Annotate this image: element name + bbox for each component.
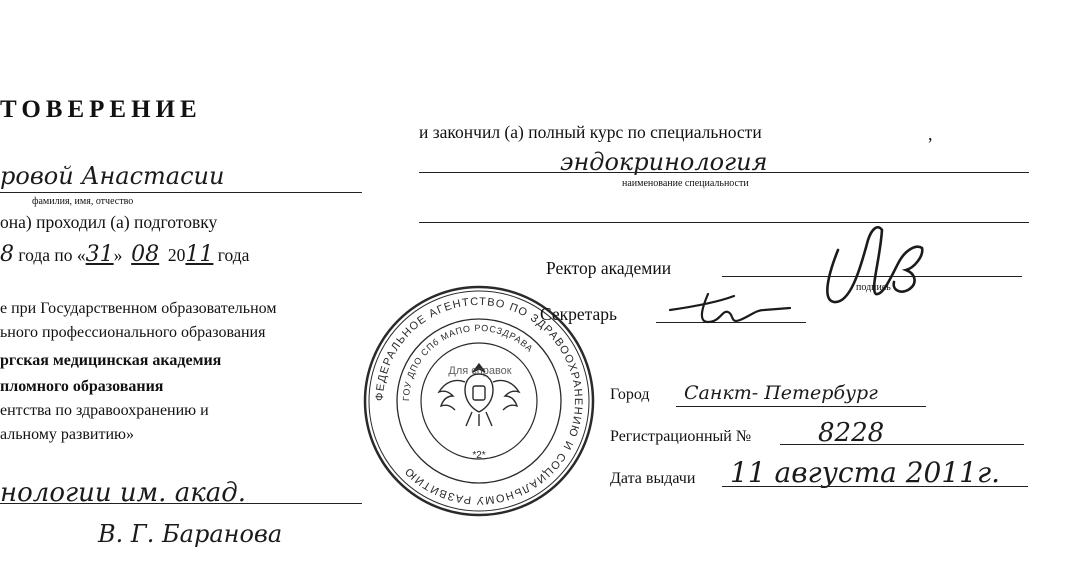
rector-label: Ректор академии bbox=[546, 258, 672, 278]
seal-ring-text: ФЕДЕРАЛЬНОЕ АГЕНТСТВО ПО ЗДРАВООХРАНЕНИЮ И СОЦИАЛЬНОМУ РАЗВИТИЮ bbox=[373, 295, 585, 507]
seal-inner-text: ГОУ ДПО СПб МАПО РОСЗДРАВА bbox=[400, 322, 536, 402]
seal-center-text: *2* bbox=[472, 450, 486, 461]
org-line-3: ргская медицинская академия bbox=[0, 352, 222, 369]
date-text-b: » bbox=[113, 245, 123, 265]
issue-date-label: Дата выдачи bbox=[610, 470, 696, 487]
org-line-6: альному развитию» bbox=[0, 426, 134, 443]
registration-label: Регистрационный № bbox=[610, 428, 752, 445]
date-year-prefix: 20 bbox=[167, 245, 186, 265]
date-text-a: года по « bbox=[18, 245, 86, 265]
date-text-c: года bbox=[217, 245, 250, 265]
rector-signature-icon bbox=[820, 220, 930, 310]
secretary-label: Секретарь bbox=[540, 304, 618, 324]
comma-mark: , bbox=[928, 124, 933, 144]
date-day-handwritten: 31 bbox=[85, 242, 114, 267]
specialty-underline bbox=[419, 172, 1029, 173]
date-from-handwritten: 8 bbox=[0, 242, 14, 267]
signature-caption: подпись bbox=[856, 282, 891, 293]
department-underline bbox=[0, 503, 362, 504]
holder-name-handwritten: ровой Анастасии bbox=[0, 162, 225, 190]
city-value: Санкт- Петербург bbox=[684, 382, 878, 404]
training-dates bbox=[0, 242, 249, 267]
seal-overlay-text: Для справок bbox=[448, 365, 512, 377]
name-caption: фамилия, имя, отчество bbox=[32, 196, 134, 207]
training-line: она) проходил (а) подготовку bbox=[0, 212, 218, 232]
org-line-4: пломного образования bbox=[0, 378, 164, 395]
department-handwritten-2: В. Г. Баранова bbox=[98, 520, 283, 548]
registration-underline bbox=[780, 444, 1024, 445]
document-title: ТОВЕРЕНИЕ bbox=[0, 96, 202, 123]
city-label: Город bbox=[610, 386, 650, 403]
course-text: и закончил (а) полный курс по специальности bbox=[419, 122, 762, 142]
issue-date-underline bbox=[722, 486, 1028, 487]
issue-date-value: 11 августа 2011г. bbox=[730, 456, 1001, 489]
org-line-5: ентства по здравоохранению и bbox=[0, 402, 209, 419]
city-underline bbox=[676, 406, 926, 407]
org-line-1: е при Государственном образовательном bbox=[0, 300, 277, 317]
name-underline bbox=[0, 192, 362, 193]
specialty-caption: наименование специальности bbox=[622, 178, 749, 189]
secretary-signature-icon bbox=[668, 288, 818, 330]
specialty-handwritten: эндокринология bbox=[560, 148, 768, 176]
date-year-handwritten: 11 bbox=[185, 242, 214, 267]
registration-number: 8228 bbox=[818, 418, 885, 448]
date-month-handwritten: 08 bbox=[131, 242, 160, 267]
blank-line bbox=[419, 222, 1029, 223]
department-handwritten: нологии им. акад. bbox=[0, 478, 246, 508]
org-line-2: ьного профессионального образования bbox=[0, 324, 266, 341]
